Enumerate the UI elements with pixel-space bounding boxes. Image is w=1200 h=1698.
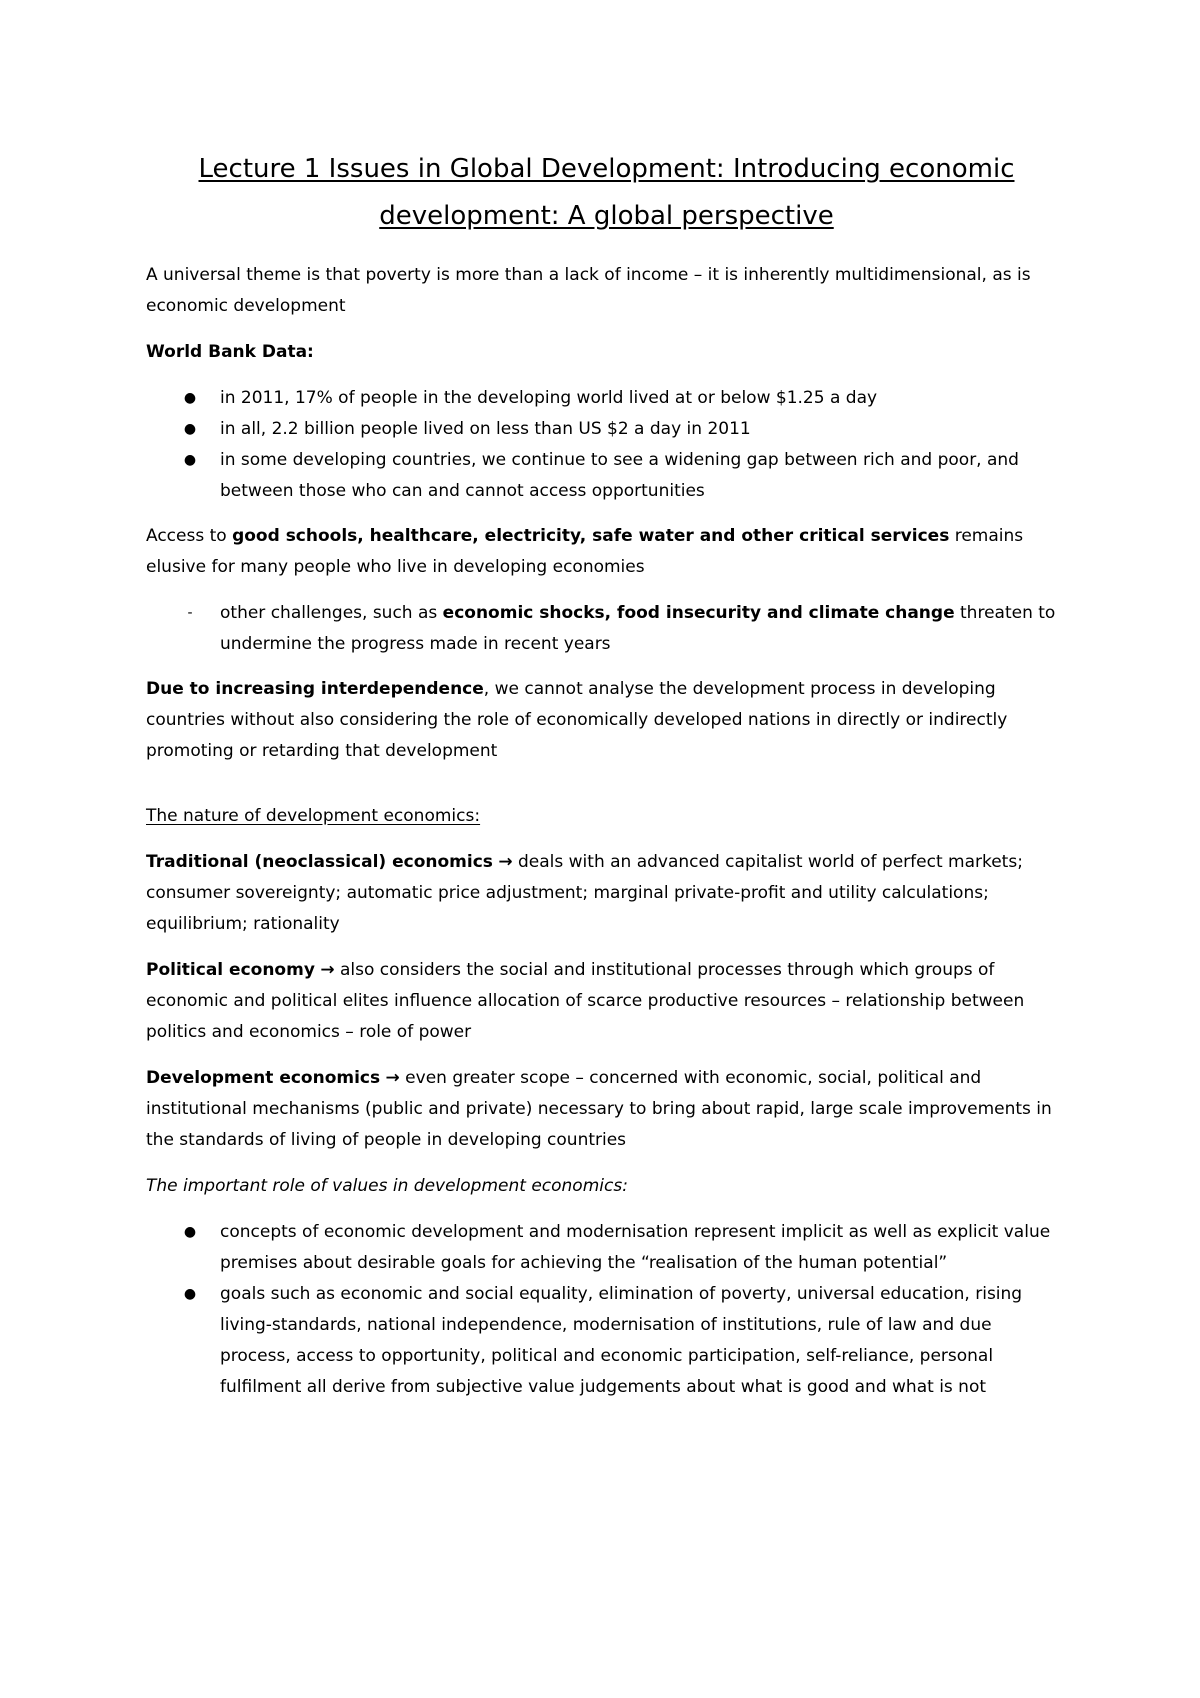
arrow-icon: →	[320, 960, 335, 980]
nature-heading: The nature of development economics:	[146, 806, 481, 826]
world-bank-list	[146, 383, 1067, 507]
dash-marker: -	[187, 605, 193, 621]
arrow-icon: →	[498, 852, 513, 872]
list-item: ● concepts of economic development and modernisation represent implicit as well as explicit value premises about desirable goals for achieving the “realisation of the human potential”	[146, 1217, 1067, 1279]
challenges-list	[146, 598, 1067, 660]
bullet-icon: ●	[183, 1224, 197, 1240]
bullet-icon: ●	[183, 452, 197, 468]
development-paragraph: Development economics → even greater scope – concerned with economic, social, political and institutional mechanisms (public and private) necessary to bring about rapid, large scale improvements in the standards of living of people in developing countries	[146, 1068, 1052, 1150]
world-bank-heading: World Bank Data:	[146, 342, 314, 362]
lecture-title	[146, 146, 1067, 240]
list-item: ● in all, 2.2 billion people lived on less than US $2 a day in 2011	[146, 414, 1067, 445]
title-line-2: development: A global perspective	[379, 201, 834, 231]
bullet-icon: ●	[183, 390, 197, 406]
intro-paragraph: A universal theme is that poverty is more than a lack of income – it is inherently multidimensional, as is economic development	[146, 265, 1031, 316]
list-item: ● in 2011, 17% of people in the developing world lived at or below $1.25 a day	[146, 383, 1067, 414]
access-paragraph: Access to good schools, healthcare, electricity, safe water and other critical services remains elusive for many people who live in developing economies	[146, 526, 1024, 577]
values-list	[146, 1217, 1067, 1403]
list-item: - other challenges, such as economic shocks, food insecurity and climate change threaten to undermine the progress made in recent years	[146, 598, 1067, 660]
list-item: ● goals such as economic and social equality, elimination of poverty, universal education, rising living-standards, national independence, modernisation of institutions, rule of law and due process, access to opportunity, political and economic participation, self-reliance, personal fulfilment all derive from subjective value judgements about what is good and what is not	[146, 1279, 1067, 1403]
values-heading: The important role of values in development economics:	[146, 1176, 628, 1196]
arrow-icon: →	[385, 1068, 400, 1088]
bullet-icon: ●	[183, 421, 197, 437]
title-line-1: Lecture 1 Issues in Global Development: Introducing economic	[198, 154, 1015, 184]
traditional-paragraph: Traditional (neoclassical) economics → deals with an advanced capitalist world of perfect markets; consumer sovereignty; automatic price adjustment; marginal private-profit and utility calculations; equilibrium; rationality	[146, 852, 1023, 934]
political-paragraph: Political economy → also considers the social and institutional processes through which groups of economic and political elites influence allocation of scarce productive resources – relationship between politics and economics – role of power	[146, 960, 1025, 1042]
list-item: ● in some developing countries, we continue to see a widening gap between rich and poor, and between those who can and cannot access opportunities	[146, 445, 1067, 507]
interdependence-paragraph: Due to increasing interdependence, we cannot analyse the development process in developing countries without also considering the role of economically developed nations in directly or indirectly promoting or retarding that development	[146, 679, 1008, 761]
bullet-icon: ●	[183, 1286, 197, 1302]
